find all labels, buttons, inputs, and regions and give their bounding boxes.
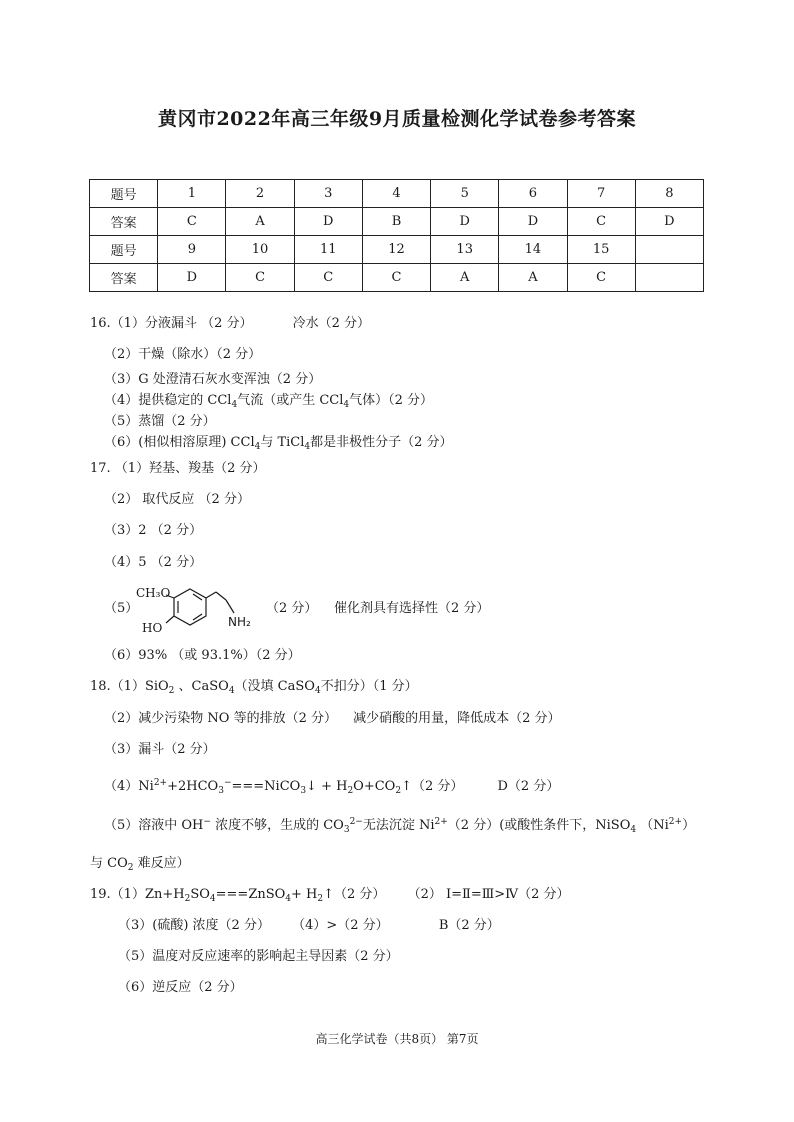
table-cell: C	[567, 208, 635, 236]
table-cell: D	[431, 208, 499, 236]
table-cell: A	[499, 264, 567, 292]
q18-l5-text-h: 难反应）	[133, 856, 190, 871]
table-cell: 5	[431, 180, 499, 208]
subscript: 4	[304, 442, 311, 452]
q18-l1-text-a: 18.（1）SiO	[90, 679, 169, 694]
subscript: 2	[184, 894, 191, 904]
q18-l2-text-a: （2）减少污染物 NO 等的排放（2 分）	[104, 711, 337, 726]
subscript: 2	[127, 863, 134, 873]
page-footer: 高三化学试卷（共8页） 第7页	[315, 1032, 479, 1046]
mol-nh2-label: NH₂	[228, 615, 251, 629]
superscript: −	[223, 778, 232, 788]
q17-line-3: （3）2 （2 分）	[104, 523, 203, 538]
q19-line-1	[90, 887, 570, 903]
table-cell: A	[431, 264, 499, 292]
superscript: 2+	[153, 778, 168, 788]
table-cell: C	[226, 264, 294, 292]
table-cell: C	[362, 264, 430, 292]
table-row	[90, 264, 704, 292]
q16-line-2: （2）干燥（除水）（2 分）	[104, 347, 262, 362]
table-cell: 7	[567, 180, 635, 208]
q18-l2-text-b: 减少硝酸的用量，降低成本（2 分）	[353, 711, 561, 726]
q19-l1-text-d: + H	[291, 887, 318, 902]
subscript: 2	[347, 786, 354, 796]
q17-line-1: 17. （1）羟基、羧基（2 分）	[90, 461, 266, 476]
table-cell: 9	[158, 236, 226, 264]
table-cell: B	[362, 208, 430, 236]
subscript: 4	[231, 400, 238, 410]
q18-l5-text-c: 无法沉淀 Ni	[362, 818, 435, 833]
subscript: 3	[300, 786, 307, 796]
subscript: 4	[343, 400, 350, 410]
q19-l1-text-f: （2） Ⅰ=Ⅱ=Ⅲ>Ⅳ（2 分）	[407, 887, 570, 902]
q18-l4-answer-d: D（2 分）	[497, 779, 560, 794]
answer-table	[89, 179, 704, 292]
q18-l5-text-d: （2 分）(或酸性条件下，NiSO	[447, 818, 631, 833]
q18-l1-text-d: 不扣分）（1 分）	[320, 679, 418, 694]
subscript: 3	[343, 825, 350, 835]
q18-l5-text-e: （Ni	[636, 818, 669, 833]
q18-l5-text-g: 与 CO	[90, 856, 128, 871]
table-cell: D	[499, 208, 567, 236]
subscript: 3	[218, 786, 224, 796]
page-title: 黄冈市2022年高三年级9月质量检测化学试卷参考答案	[157, 108, 637, 130]
q19-l1-text-e: ↑（2 分）	[323, 887, 386, 902]
superscript: 2−	[349, 817, 363, 827]
q19-line-4: （6）逆反应（2 分）	[118, 980, 243, 995]
table-cell	[635, 264, 703, 292]
subscript: 4	[314, 686, 321, 696]
q18-line-4	[104, 779, 559, 795]
q17-line-2: （2） 取代反应 （2 分）	[104, 492, 250, 507]
q18-l4-text-b: +2HCO	[167, 779, 219, 794]
q17-line-4: （4）5 （2 分）	[104, 555, 203, 570]
q16-l6-text-a: （6）(相似相溶原理) CCl	[104, 435, 255, 450]
subscript: 2	[168, 686, 175, 696]
q16-l4-text-b: 气流（或产生 CCl	[237, 393, 344, 408]
q17-part5-prefix: （5）	[104, 601, 139, 616]
table-cell: C	[294, 264, 362, 292]
table-cell: C	[567, 264, 635, 292]
q18-l4-text-d: ↓ + H	[306, 779, 348, 794]
q19-line-2	[118, 918, 500, 934]
table-cell: 2	[226, 180, 294, 208]
q19-l1-text-a: 19.（1）Zn+H	[90, 887, 185, 902]
table-cell: 3	[294, 180, 362, 208]
table-cell: 12	[362, 236, 430, 264]
table-cell: 13	[431, 236, 499, 264]
q18-l4-text-e: O+CO	[353, 779, 396, 794]
table-cell: 4	[362, 180, 430, 208]
table-cell: D	[635, 208, 703, 236]
q16-line-5: （5）蒸馏（2 分）	[104, 414, 216, 429]
q19-line-3: （5）温度对反应速率的影响起主导因素（2 分）	[118, 949, 399, 964]
subscript: 4	[254, 442, 261, 452]
mol-ch3o-label: CH₃O	[136, 586, 171, 600]
subscript: 4	[209, 894, 216, 904]
table-cell: 10	[226, 236, 294, 264]
q16-part1-answer-b: 冷水（2 分）	[292, 316, 371, 331]
table-cell: 8	[635, 180, 703, 208]
row-label: 题号	[90, 236, 158, 264]
q16-line-3: （3）G 处澄清石灰水变浑浊（2 分）	[104, 372, 322, 387]
q18-l5-text-b: 浓度不够，生成的 CO	[210, 818, 344, 833]
q17-part5-answer-b: 催化剂具有选择性（2 分）	[334, 601, 490, 616]
q19-l2-text-a: （3）(硫酸) 浓度（2 分）	[118, 918, 270, 933]
q19-l2-text-c: B（2 分）	[438, 918, 500, 933]
q18-l1-text-c: （没填 CaSO	[234, 679, 315, 694]
q19-l2-text-b: （4）>（2 分）	[292, 918, 389, 933]
q16-l6-text-b: 与 TiCl	[260, 435, 305, 450]
table-cell: A	[226, 208, 294, 236]
q16-part1-answer: 16.（1）分液漏斗 （2 分）	[90, 316, 253, 331]
table-row	[90, 208, 704, 236]
q18-l4-text-c: ===NiCO	[231, 779, 301, 794]
table-row	[90, 236, 704, 264]
row-label: 答案	[90, 208, 158, 236]
q16-line-1	[90, 316, 370, 332]
table-row	[90, 180, 704, 208]
q16-l6-text-c: 都是非极性分子（2 分）	[310, 435, 453, 450]
q17-part5-score: （2 分）	[266, 601, 318, 616]
table-cell: D	[158, 264, 226, 292]
q16-line-6	[104, 435, 453, 451]
q16-line-4	[104, 393, 433, 409]
table-cell: 6	[499, 180, 567, 208]
q18-l5-text-f: ）	[682, 818, 696, 833]
q16-l4-text-a: （4）提供稳定的 CCl	[104, 393, 232, 408]
q18-line-3: （3）漏斗（2 分）	[104, 742, 216, 757]
molecule-structure	[136, 583, 264, 639]
superscript: 2+	[668, 817, 683, 827]
table-cell: C	[158, 208, 226, 236]
q19-l1-text-b: SO	[190, 887, 210, 902]
q18-l5-text-a: （5）溶液中 OH	[104, 818, 204, 833]
q18-line-5-cont	[90, 856, 190, 872]
subscript: 4	[228, 686, 235, 696]
table-cell: 1	[158, 180, 226, 208]
subscript: 2	[395, 786, 402, 796]
table-cell: 14	[499, 236, 567, 264]
q17-line-6: （6）93% （或 93.1%）（2 分）	[104, 648, 301, 663]
row-label: 答案	[90, 264, 158, 292]
subscript: 4	[285, 894, 292, 904]
table-cell: D	[294, 208, 362, 236]
table-cell: 15	[567, 236, 635, 264]
table-cell	[635, 236, 703, 264]
subscript: 4	[630, 825, 637, 835]
q18-line-1	[90, 679, 418, 695]
row-label: 题号	[90, 180, 158, 208]
q18-l4-text-f: ↑（2 分）	[401, 779, 464, 794]
subscript: 2	[317, 894, 324, 904]
benzene-ring	[166, 589, 234, 625]
superscript: −	[203, 817, 211, 827]
q18-l1-text-b: 、CaSO	[174, 679, 229, 694]
q18-line-2	[104, 711, 561, 727]
q16-l4-text-c: 气体）（2 分）	[349, 393, 434, 408]
q18-line-5	[104, 818, 695, 834]
mol-ho-label: HO	[142, 621, 163, 635]
q18-l4-text-a: （4）Ni	[104, 779, 154, 794]
superscript: 2+	[434, 817, 448, 827]
q19-l1-text-c: ===ZnSO	[215, 887, 286, 902]
table-cell: 11	[294, 236, 362, 264]
